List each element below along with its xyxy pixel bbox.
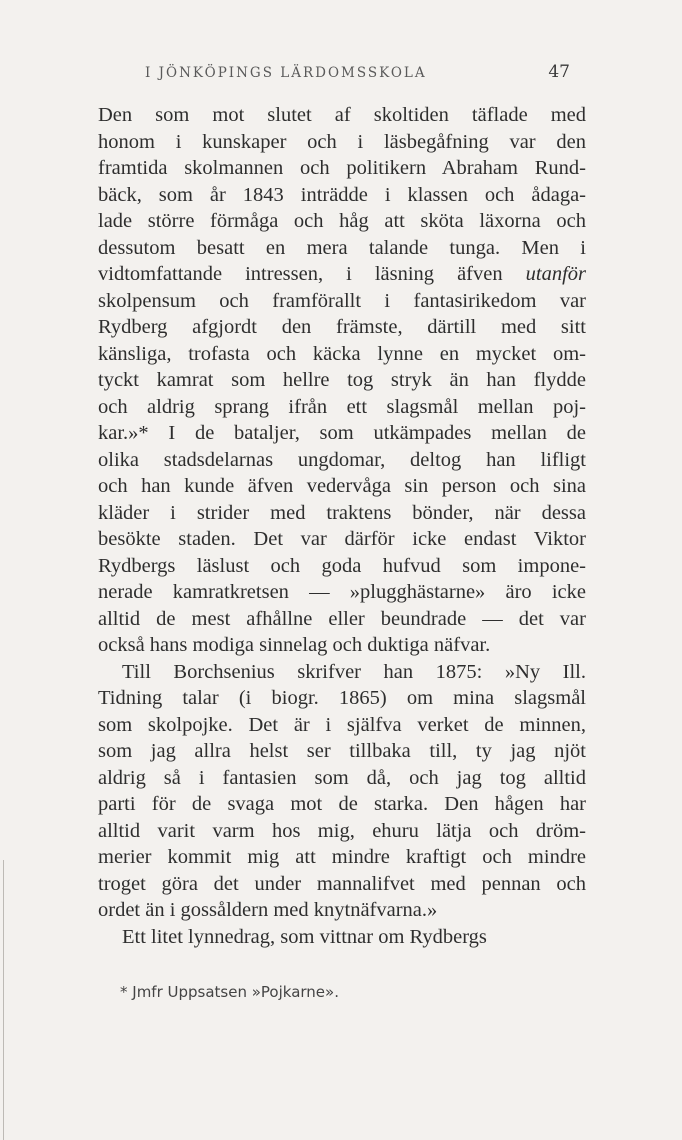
text-line: tyckt kamrat som hellre tog stryk än han flydde [98, 369, 586, 391]
text-line: bäck, som år 1843 inträdde i klassen och ådaga- [98, 183, 586, 206]
running-head-title: I JÖNKÖPINGS LÄRDOMSSKOLA [145, 65, 427, 81]
text-line: och han kunde äfven vedervåga sin person och sina [98, 475, 586, 497]
page-number: 47 [548, 62, 570, 82]
text-line: olika stadsdelarnas ungdomar, deltog han lifligt [98, 448, 586, 471]
text-line: också hans modiga sinnelag och duktiga näfvar. [98, 634, 491, 656]
text-line: som jag allra helst ser tillbaka till, ty jag njöt [98, 740, 586, 762]
text-line: kläder i strider med traktens bönder, när dessa [98, 501, 586, 524]
text-line: framtida skolmannen och politikern Abraham Rund- [98, 157, 586, 179]
text-line: som skolpojke. Det är i själfva verket de minnen, [98, 713, 586, 736]
text-line: kar.»* I de bataljer, som utkämpades mellan de [98, 422, 586, 444]
text-line: alltid de mest afhållne eller beundrade — det var [98, 607, 586, 630]
text-line: Tidning talar (i biogr. 1865) om mina slagsmål [98, 687, 586, 709]
text-line: Rydberg afgjordt den främste, därtill med sitt [98, 316, 586, 338]
text-line: troget göra det under mannalifvet med pennan och [98, 872, 586, 895]
text-line-indented: Till Borchsenius skrifver han 1875: »Ny Ill. [122, 660, 586, 683]
text-line: honom i kunskaper och i läsbegåfning var den [98, 130, 586, 153]
page-edge-line [3, 860, 4, 1140]
body-text [98, 102, 586, 950]
text-line: lade större förmåga och håg att sköta läxorna och [98, 210, 586, 232]
text-line: nerade kamratkretsen — »plugghästarne» äro icke [98, 581, 586, 603]
emphasized-word: utanför [525, 263, 586, 285]
text-line: dessutom besatt en mera talande tunga. Men i [98, 236, 586, 259]
text-line: och aldrig sprang ifrån ett slagsmål mellan poj- [98, 395, 586, 418]
running-head [145, 62, 570, 86]
text-line: merier kommit mig att mindre kraftigt och mindre [98, 846, 586, 868]
text-segment: vidtomfattande intressen, i läsning äfven [98, 263, 503, 285]
text-line: parti för de svaga mot de starka. Den hågen har [98, 793, 586, 815]
text-line: besökte staden. Det var därför icke endast Viktor [98, 528, 586, 550]
text-line-with-emphasis [98, 261, 586, 288]
footnote: * Jmfr Uppsatsen »Pojkarne». [120, 983, 339, 1001]
text-line: känsliga, trofasta och käcka lynne en mycket om- [98, 342, 586, 365]
text-line: Den som mot slutet af skoltiden täflade med [98, 104, 586, 126]
text-line: skolpensum och framförallt i fantasirikedom var [98, 289, 586, 312]
text-line: alltid varit varm hos mig, ehuru lätja och dröm- [98, 819, 586, 842]
text-line: aldrig så i fantasien som då, och jag tog alltid [98, 766, 586, 789]
text-line-indented: Ett litet lynnedrag, som vittnar om Rydbergs [122, 925, 487, 948]
text-line: ordet än i gossåldern med knytnäfvarna.» [98, 899, 438, 921]
text-line: Rydbergs läslust och goda hufvud som impone- [98, 554, 586, 577]
